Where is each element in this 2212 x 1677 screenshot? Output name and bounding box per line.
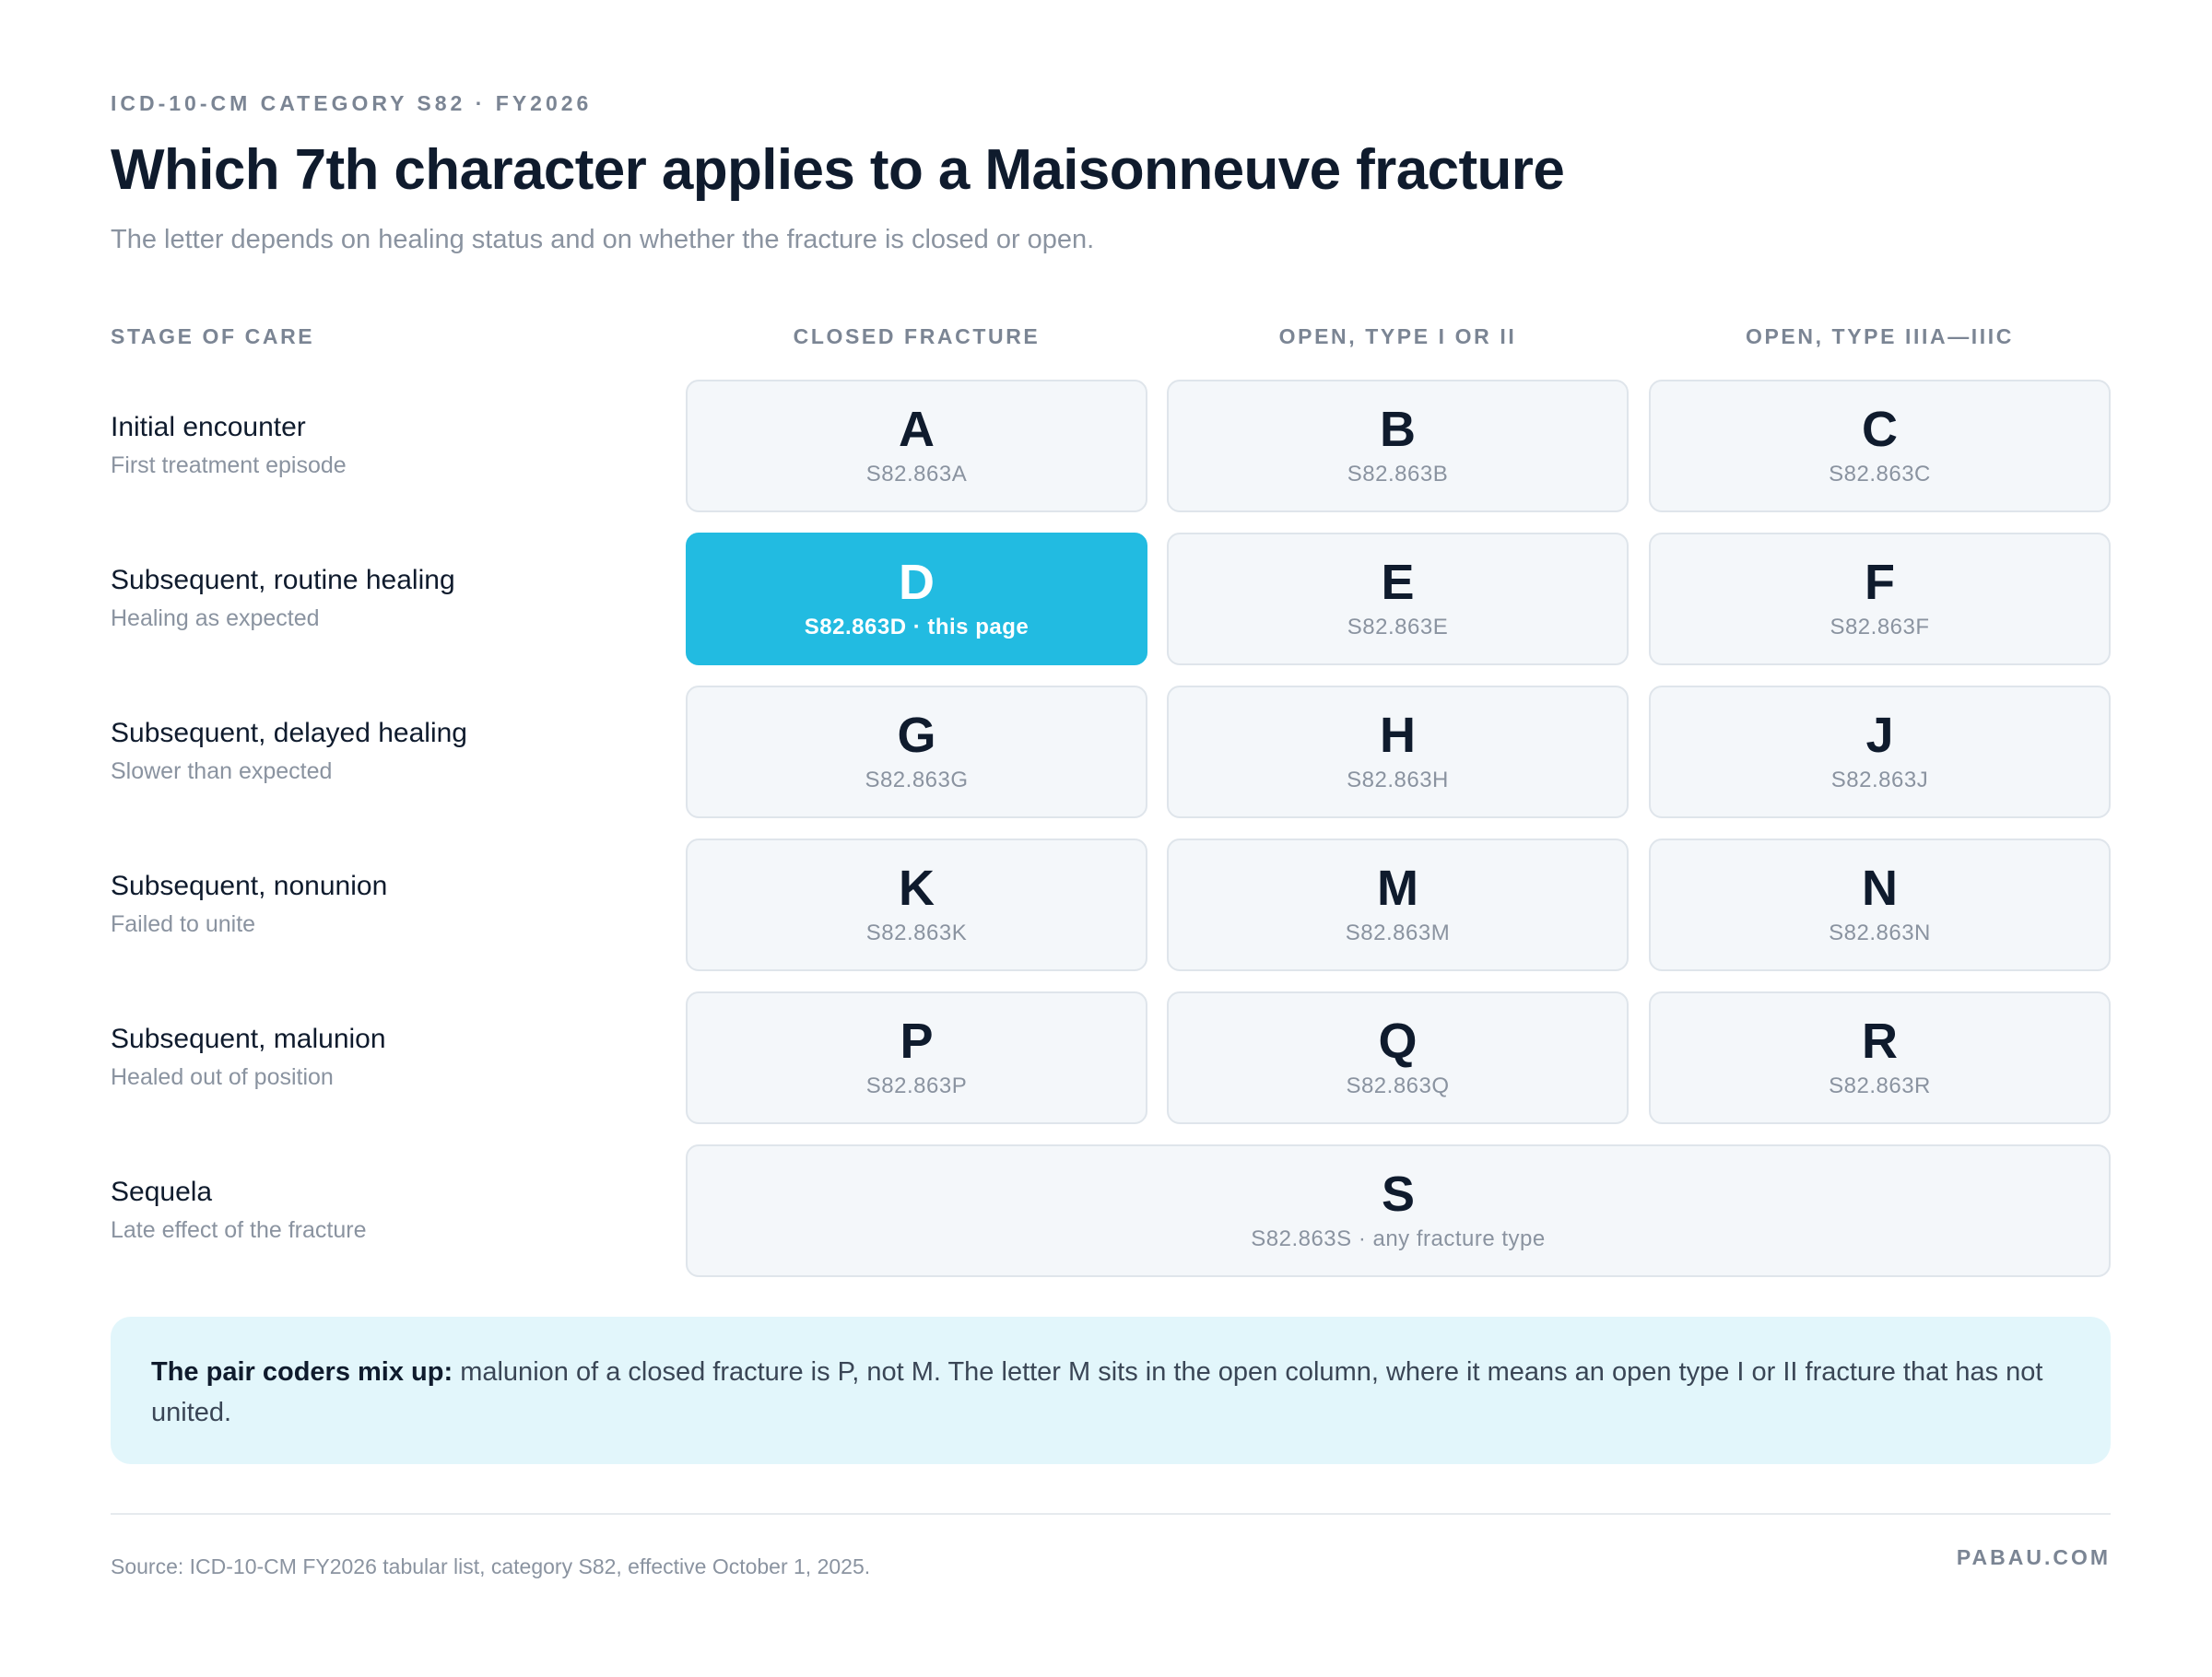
code-cell-e[interactable] — [1167, 533, 1629, 665]
code-cell-f[interactable] — [1649, 533, 2111, 665]
row-subtitle: Late effect of the fracture — [111, 1217, 367, 1243]
row-label-nonunion — [111, 868, 664, 940]
source-note: Source: ICD-10-CM FY2026 tabular list, category S82, effective October 1, 2025. — [111, 1554, 871, 1578]
callout-lead: The pair coders mix up: — [151, 1357, 453, 1387]
row-title: Sequela — [111, 1177, 213, 1207]
code-cell-k[interactable] — [686, 838, 1147, 971]
row-label-routine-healing — [111, 562, 664, 634]
cell-letter: J — [1865, 708, 1894, 763]
cell-letter: M — [1377, 861, 1418, 916]
cell-letter: R — [1862, 1014, 1898, 1069]
cell-code: S82.863D · this page — [804, 615, 1030, 639]
cell-letter: P — [900, 1014, 934, 1069]
column-header-open-type-3: OPEN, TYPE IIIA—IIIC — [1746, 324, 2014, 348]
row-label-sequela — [111, 1174, 664, 1246]
row-label-initial-encounter — [111, 409, 664, 481]
footer-divider — [111, 1513, 2111, 1515]
code-cell-b[interactable] — [1167, 380, 1629, 512]
cell-code: S82.863K — [865, 921, 968, 945]
row-subtitle: Slower than expected — [111, 758, 333, 784]
cell-letter: E — [1381, 555, 1415, 610]
cell-letter: A — [899, 402, 935, 457]
cell-letter: K — [899, 861, 935, 916]
code-cell-a[interactable] — [686, 380, 1147, 512]
code-cell-d-current[interactable] — [686, 533, 1147, 665]
row-subtitle: Failed to unite — [111, 911, 256, 937]
cell-code: S82.863M — [1345, 921, 1451, 945]
column-header-stage: STAGE OF CARE — [111, 324, 315, 348]
column-header-open-type-1-2: OPEN, TYPE I OR II — [1278, 324, 1517, 348]
row-title: Subsequent, malunion — [111, 1024, 386, 1054]
row-subtitle: Healing as expected — [111, 605, 320, 631]
cell-code: S82.863R — [1829, 1073, 1931, 1098]
code-cell-n[interactable] — [1649, 838, 2111, 971]
cell-code: S82.863E — [1347, 615, 1449, 639]
code-cell-j[interactable] — [1649, 686, 2111, 818]
row-title: Subsequent, nonunion — [111, 871, 388, 901]
eyebrow: ICD-10-CM CATEGORY S82 · FY2026 — [111, 91, 593, 115]
code-cell-c[interactable] — [1649, 380, 2111, 512]
row-label-delayed-healing — [111, 715, 664, 787]
cell-code: S82.863N — [1829, 921, 1931, 945]
code-cell-s[interactable] — [686, 1144, 2111, 1277]
callout-text: malunion of a closed fracture is P, not M. The letter M sits in the open column, where it means an open type I or II fracture that has not united. — [151, 1357, 2043, 1427]
brand-wordmark[interactable]: PABAU.COM — [1956, 1545, 2111, 1569]
cell-letter: G — [897, 708, 936, 763]
cell-letter: N — [1862, 861, 1898, 916]
row-subtitle: First treatment episode — [111, 452, 347, 478]
code-cell-p[interactable] — [686, 991, 1147, 1124]
callout-note — [111, 1317, 2111, 1464]
page-subtitle: The letter depends on healing status and on whether the fracture is closed or open. — [111, 225, 1095, 254]
cell-letter: F — [1865, 555, 1895, 610]
cell-code: S82.863C — [1829, 462, 1931, 487]
row-subtitle: Healed out of position — [111, 1064, 334, 1090]
row-label-malunion — [111, 1021, 664, 1093]
cell-letter: Q — [1378, 1014, 1418, 1069]
row-title: Subsequent, routine healing — [111, 565, 455, 595]
cell-letter: S — [1381, 1167, 1416, 1222]
cell-code: S82.863Q — [1346, 1073, 1450, 1098]
cell-letter: B — [1380, 402, 1416, 457]
cell-code: S82.863S · any fracture type — [1251, 1226, 1546, 1251]
cell-letter: C — [1862, 402, 1898, 457]
cell-code: S82.863F — [1830, 615, 1930, 639]
cell-letter: H — [1380, 708, 1416, 763]
code-cell-g[interactable] — [686, 686, 1147, 818]
row-title: Initial encounter — [111, 412, 306, 442]
cell-letter: D — [899, 555, 935, 610]
code-cell-m[interactable] — [1167, 838, 1629, 971]
cell-code: S82.863J — [1830, 768, 1929, 792]
cell-code: S82.863G — [865, 768, 969, 792]
code-cell-h[interactable] — [1167, 686, 1629, 818]
code-cell-q[interactable] — [1167, 991, 1629, 1124]
column-header-closed: CLOSED FRACTURE — [793, 324, 1041, 348]
cell-code: S82.863P — [865, 1073, 968, 1098]
page-title: Which 7th character applies to a Maisonneuve fracture — [111, 138, 1565, 202]
row-title: Subsequent, delayed healing — [111, 718, 467, 748]
code-cell-r[interactable] — [1649, 991, 2111, 1124]
cell-code: S82.863H — [1347, 768, 1449, 792]
cell-code: S82.863A — [865, 462, 968, 487]
cell-code: S82.863B — [1347, 462, 1449, 487]
